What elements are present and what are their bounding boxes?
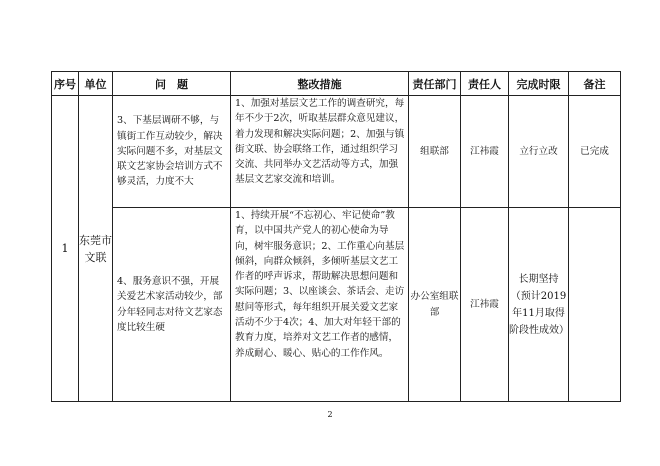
- header-cell: 序号: [52, 72, 79, 96]
- unit-cell: 东莞市文联: [79, 96, 113, 402]
- person-cell: 江祎霞: [461, 96, 509, 208]
- remark-cell: [569, 208, 621, 402]
- header-cell: 完成时限: [509, 72, 569, 96]
- table-row: [52, 208, 621, 402]
- header-cell: 责任部门: [409, 72, 461, 96]
- deadline-cell: 长期坚持（预计2019年11月取得阶段性成效）: [509, 208, 569, 402]
- header-cell: 备注: [569, 72, 621, 96]
- problem-cell: 3、下基层调研不够，与镇街工作互动较少，解决实际问题不多，对基层文联文艺家协会培训方式不够灵活，力度不大: [113, 96, 231, 208]
- problem-cell: 4、服务意识不强，开展关爱艺术家活动较少，部分年轻同志对待文艺家态度比较生硬: [113, 208, 231, 402]
- header-cell: 单位: [79, 72, 113, 96]
- header-cell: 责任人: [461, 72, 509, 96]
- page-number: 2: [327, 410, 333, 419]
- header-row: [52, 72, 621, 96]
- header-cell: 整改措施: [231, 72, 409, 96]
- rectification-table: [51, 71, 621, 402]
- measures-cell: 1、加强对基层文艺工作的调查研究，每年不少于2次，听取基层群众意见建议，着力发现和解决实际问题；2、加强与镇街文联、协会联络工作，通过组织学习交流、共同举办文艺活动等方式，加强基层文艺家交流和培训。: [231, 96, 409, 208]
- remark-cell: 已完成: [569, 96, 621, 208]
- person-cell: 江祎霞: [461, 208, 509, 402]
- department-cell: 组联部: [409, 96, 461, 208]
- header-cell: 问 题: [113, 72, 231, 96]
- measures-cell: 1、持续开展“不忘初心、牢记使命”教育，以中国共产党人的初心使命为导向，树牢服务意识；2、工作重心向基层倾斜，向群众倾斜，多倾听基层文艺工作者的呼声诉求，帮助解决思想问题和实际问题；3、以座谈会、茶话会、走访慰问等形式，每年组织开展关爱文艺家活动不少于4次；4、加大对年轻干部的教育力度，培养对文艺工作者的感情，养成耐心、暖心、贴心的工作作风。: [231, 208, 409, 402]
- row-number-cell: 1: [52, 96, 79, 402]
- table-row: [52, 96, 621, 208]
- deadline-cell: 立行立改: [509, 96, 569, 208]
- department-cell: 办公室组联部: [409, 208, 461, 402]
